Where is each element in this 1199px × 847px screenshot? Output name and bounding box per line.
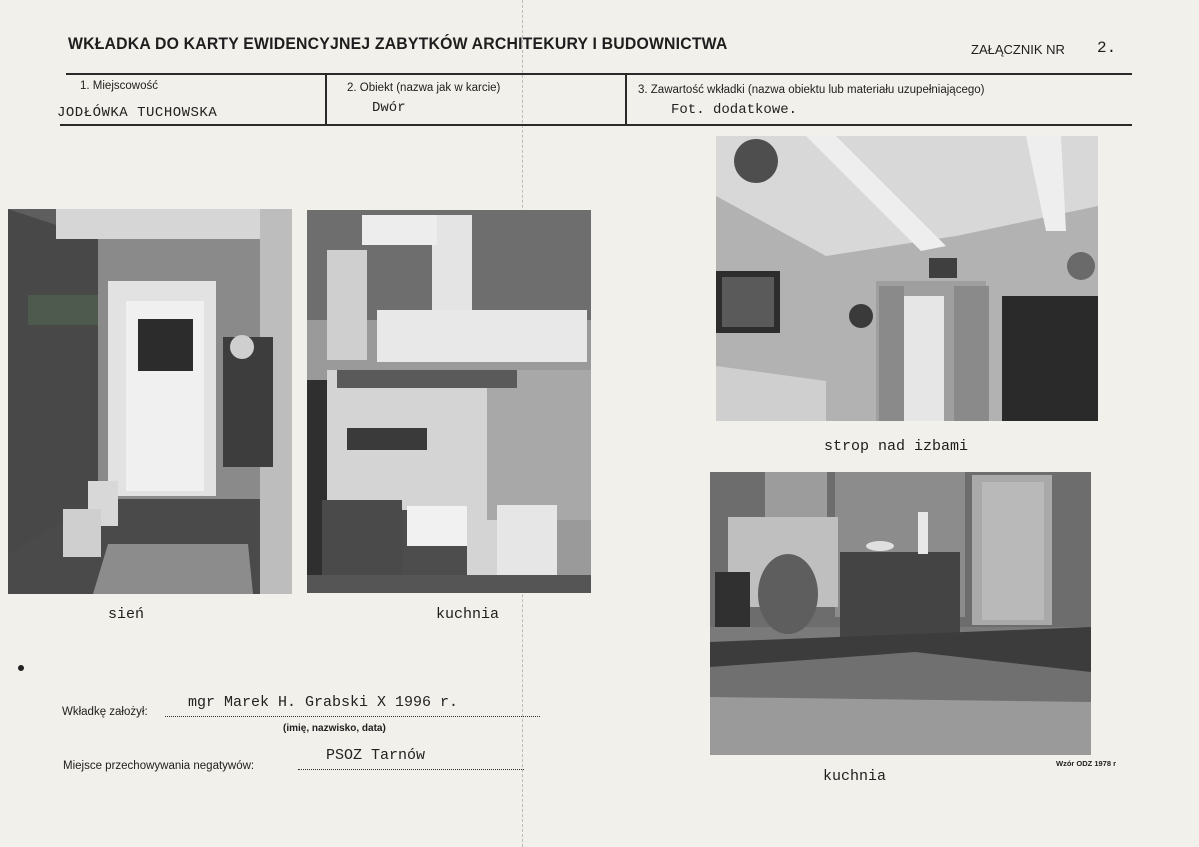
storage-dotted-line bbox=[298, 769, 524, 770]
form-title: WKŁADKA DO KARTY EWIDENCYJNEJ ZABYTKÓW ARCHITEKURY I BUDOWNICTWA bbox=[68, 34, 728, 53]
photo-kuchnia-2 bbox=[710, 472, 1091, 755]
header-bottom-rule bbox=[60, 124, 1132, 126]
caption-kuchnia-1: kuchnia bbox=[436, 606, 500, 623]
founder-value: mgr Marek H. Grabski X 1996 r. bbox=[188, 694, 459, 711]
caption-strop: strop nad izbami bbox=[824, 438, 969, 455]
founder-label: Wkładkę założył: bbox=[62, 706, 148, 718]
storage-label: Miejsce przechowywania negatywów: bbox=[63, 760, 255, 772]
caption-sien: sień bbox=[108, 606, 145, 623]
photo-sien bbox=[8, 209, 292, 594]
object-value: Dwór bbox=[372, 100, 406, 116]
punch-dot bbox=[18, 665, 24, 671]
photo-kuchnia-1 bbox=[307, 210, 591, 593]
founder-dotted-line bbox=[165, 716, 540, 717]
field-divider-2 bbox=[625, 74, 627, 124]
annex-label: ZAŁĄCZNIK NR bbox=[971, 42, 1065, 57]
locality-value: JODŁÓWKA TUCHOWSKA bbox=[57, 105, 218, 121]
contents-label: 3. Zawartość wkładki (nazwa obiektu lub materiału uzupełniającego) bbox=[638, 84, 985, 96]
photo-strop bbox=[716, 136, 1098, 421]
caption-kuchnia-2: kuchnia bbox=[823, 768, 887, 785]
storage-value: PSOZ Tarnów bbox=[326, 747, 426, 764]
annex-number: 2. bbox=[1097, 39, 1117, 57]
contents-value: Fot. dodatkowe. bbox=[671, 102, 798, 118]
form-code: Wzór ODZ 1978 r bbox=[1056, 759, 1117, 768]
field-divider-1 bbox=[325, 74, 327, 124]
founder-hint: (imię, nazwisko, data) bbox=[283, 723, 386, 734]
locality-label: 1. Miejscowość bbox=[80, 80, 158, 92]
object-label: 2. Obiekt (nazwa jak w karcie) bbox=[347, 82, 501, 94]
header-top-rule bbox=[66, 73, 1132, 75]
